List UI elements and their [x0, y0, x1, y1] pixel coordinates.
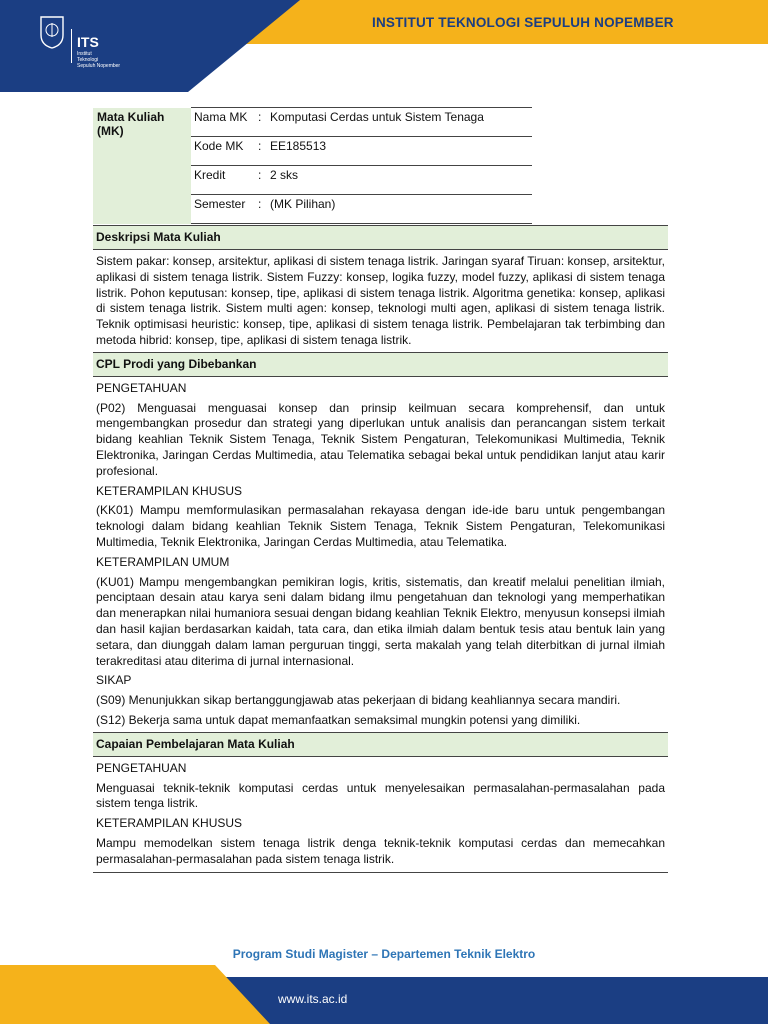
row-value: (MK Pilihan): [270, 197, 336, 211]
row-sep: :: [258, 168, 262, 182]
course-row-semester: [191, 195, 532, 224]
course-row-kode: [191, 137, 532, 166]
cpl-sikap-heading: SIKAP: [96, 673, 132, 688]
institution-name: INSTITUT TEKNOLOGI SEPULUH NOPEMBER: [372, 15, 674, 30]
course-info-table: [93, 107, 532, 224]
row-key: Kode MK: [194, 139, 244, 153]
website-link[interactable]: www.its.ac.id: [278, 992, 348, 1006]
logo-divider: [71, 29, 72, 63]
row-key: Semester: [194, 197, 246, 211]
row-value: EE185513: [270, 139, 327, 153]
cpmk-pengetahuan-text: Menguasai teknik-teknik komputasi cerdas untuk menyelesaikan permasalahan-permasalahan pada sistem tenga listrik.: [96, 780, 665, 811]
course-row-nama: [191, 108, 532, 137]
row-sep: :: [258, 139, 262, 153]
footer-shapes: [0, 965, 768, 1024]
row-sep: :: [258, 110, 262, 124]
cpl-ku01-text: (KU01) Mampu mengembangkan pemikiran logis, kritis, sistematis, dan kreatif melalui penelitian ilmiah, penciptaan desain atau karya seni dalam bidang ilmu pengetahuan dan teknologi yang memperhatikan dan menerapkan nilai humaniora sesuai dengan bidang keahlian Teknik Elektro, menyusun konsepsi ilmiah dan hasil kajian berdasarkan kaidah, tata cara, dan etika ilmiah dalam bentuk tesis atau bentuk lain yang setara, dan diunggah dalam laman perguruan tinggi, serta makalah yang telah diterbitkan di jurnal ilmiah terakreditasi atau diterima di jurnal internasional.: [96, 574, 665, 668]
cpl-heading: CPL Prodi yang Dibebankan: [93, 352, 668, 377]
cpmk-heading: Capaian Pembelajaran Mata Kuliah: [93, 732, 668, 757]
description-heading: Deskripsi Mata Kuliah: [93, 225, 668, 250]
cpl-umum-heading: KETERAMPILAN UMUM: [96, 554, 230, 569]
row-value: Komputasi Cerdas untuk Sistem Tenaga: [270, 110, 484, 124]
cpmk-khusus-heading: KETERAMPILAN KHUSUS: [96, 816, 243, 831]
logo-wordmark: ITS: [77, 34, 99, 50]
cpl-s09-text: (S09) Menunjukkan sikap bertanggungjawab atas pekerjaan di bidang keahliannya secara mandiri.: [96, 693, 621, 708]
row-key: Kredit: [194, 168, 226, 182]
cpl-kk01-text: (KK01) Mampu memformulasikan permasalahan rekayasa dengan ide-ide baru untuk pengembangan teknologi dalam bidang keahlian Teknik Sistem Tenaga, Teknik Sistem Pengaturan, Telekomunikasi Multimedia, Teknik Elektronika, Jaringan Cerdas Multimedia, atau Telematika.: [96, 503, 665, 549]
cpl-s12-text: (S12) Bekerja sama untuk dapat memanfaatkan semaksimal mungkin potensi yang dimiliki.: [96, 712, 581, 727]
row-key: Nama MK: [194, 110, 248, 124]
course-row-kredit: [191, 166, 532, 195]
its-logo: [38, 15, 138, 73]
row-sep: :: [258, 197, 262, 211]
cpl-p02-text: (P02) Menguasai menguasai konsep dan prinsip keilmuan secara komprehensif, dan untuk mengembangkan prosedur dan strategi yang diperlukan untuk analisis dan perancangan sistem terkait bidang keahlian Teknik Sistem Tenaga, Teknik Sistem Pengaturan, Telekomunikasi Multimedia, Teknik Elektronika, Jaringan Cerdas Multimedia, atau Telematika sebagai bekal untuk pendidikan lanjut atau karir profesional.: [96, 400, 665, 478]
course-label: Mata Kuliah (MK): [93, 108, 191, 224]
cpl-pengetahuan-heading: PENGETAHUAN: [96, 380, 187, 395]
program-footer: Program Studi Magister – Departemen Teknik Elektro: [232, 947, 536, 961]
page-header: [0, 0, 768, 100]
cpl-khusus-heading: KETERAMPILAN KHUSUS: [96, 483, 243, 498]
content-box: [93, 225, 668, 873]
description-text: Sistem pakar: konsep, arsitektur, aplikasi di sistem tenaga listrik. Jaringan syaraf Tiruan: konsep, arsitektur, aplikasi di sistem tenaga listrik. Sistem Fuzzy: konsep, logika fuzzy, model fuzzy, aplikasi di sistem tenaga listrik. Pohon keputusan: konsep, tipe, aplikasi di sistem tenaga listrik. Algoritma genetika: konsep, aplikasi di sistem tenaga listrik. Sistem multi agen: konsep, teknologi multi agen, aplikasi di sistem tenaga listrik. Teknik optimisasi heuristic: konsep, tipe, aplikasi di sistem tenaga listrik. Pembelajaran tak terbimbing dan metoda hibrid: konsep, tipe, aplikasi di sistem tenaga listrik.: [96, 254, 665, 347]
cpmk-pengetahuan-heading: PENGETAHUAN: [96, 760, 187, 775]
cpmk-khusus-text: Mampu memodelkan sistem tenaga listrik denga teknik-teknik komputasi cerdas dan memecahkan permasalahan-permasalahan pada sistem tenaga listrik.: [93, 832, 668, 873]
row-value: 2 sks: [270, 168, 299, 182]
its-emblem-icon: [38, 15, 66, 49]
logo-subtext: Institut Teknologi Sepuluh Nopember: [77, 51, 121, 69]
